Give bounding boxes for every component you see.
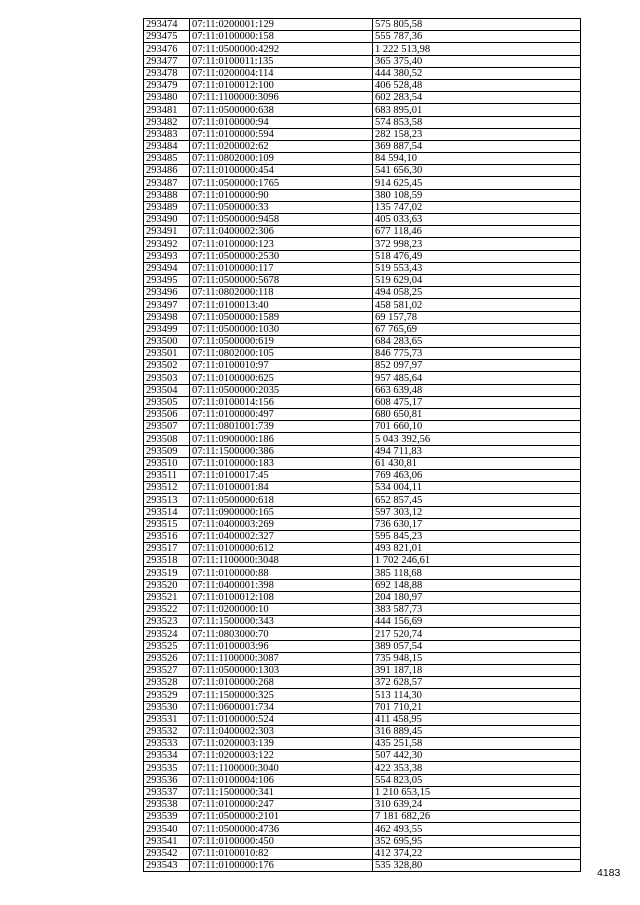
cadastral-number-cell: 07:11:0500000:638	[190, 104, 373, 116]
table-row	[144, 738, 581, 750]
table-row	[144, 847, 581, 859]
table-row	[144, 409, 581, 421]
row-number-cell: 293509	[144, 445, 190, 457]
cadastral-value-cell: 914 625,45	[373, 177, 581, 189]
cadastral-value-cell: 462 493,55	[373, 823, 581, 835]
cadastral-value-cell: 608 475,17	[373, 396, 581, 408]
row-number-cell: 293491	[144, 226, 190, 238]
cadastral-value-cell: 701 710,21	[373, 701, 581, 713]
table-row	[144, 214, 581, 226]
table-row	[144, 67, 581, 79]
cadastral-value-cell: 391 187,18	[373, 664, 581, 676]
cadastral-number-cell: 07:11:0100000:94	[190, 116, 373, 128]
cadastral-value-cell: 595 845,23	[373, 530, 581, 542]
row-number-cell: 293513	[144, 494, 190, 506]
table-row	[144, 762, 581, 774]
cadastral-number-cell: 07:11:0100000:123	[190, 238, 373, 250]
row-number-cell: 293510	[144, 457, 190, 469]
table-row	[144, 396, 581, 408]
cadastral-value-cell: 957 485,64	[373, 372, 581, 384]
cadastral-number-cell: 07:11:0100003:96	[190, 640, 373, 652]
cadastral-number-cell: 07:11:0802000:109	[190, 153, 373, 165]
cadastral-number-cell: 07:11:0200000:10	[190, 604, 373, 616]
table-row	[144, 786, 581, 798]
row-number-cell: 293540	[144, 823, 190, 835]
table-row	[144, 250, 581, 262]
cadastral-number-cell: 07:11:0500000:1030	[190, 323, 373, 335]
cadastral-value-cell: 519 629,04	[373, 274, 581, 286]
row-number-cell: 293477	[144, 55, 190, 67]
cadastral-value-cell: 684 283,65	[373, 335, 581, 347]
table-row	[144, 799, 581, 811]
row-number-cell: 293507	[144, 421, 190, 433]
row-number-cell: 293528	[144, 677, 190, 689]
cadastral-number-cell: 07:11:0100004:106	[190, 774, 373, 786]
cadastral-value-cell: 5 043 392,56	[373, 433, 581, 445]
cadastral-number-cell: 07:11:0900000:186	[190, 433, 373, 445]
cadastral-value-cell: 554 823,05	[373, 774, 581, 786]
row-number-cell: 293519	[144, 567, 190, 579]
cadastral-number-cell: 07:11:0100000:117	[190, 262, 373, 274]
table-row	[144, 335, 581, 347]
cadastral-number-cell: 07:11:1100000:3096	[190, 92, 373, 104]
cadastral-number-cell: 07:11:0100012:108	[190, 591, 373, 603]
row-number-cell: 293542	[144, 847, 190, 859]
table-row	[144, 92, 581, 104]
cadastral-value-cell: 204 180,97	[373, 591, 581, 603]
cadastral-number-cell: 07:11:0400002:306	[190, 226, 373, 238]
row-number-cell: 293503	[144, 372, 190, 384]
cadastral-number-cell: 07:11:0802000:118	[190, 287, 373, 299]
table-body	[144, 19, 581, 872]
row-number-cell: 293516	[144, 530, 190, 542]
cadastral-number-cell: 07:11:1100000:3040	[190, 762, 373, 774]
row-number-cell: 293494	[144, 262, 190, 274]
table-row	[144, 19, 581, 31]
row-number-cell: 293539	[144, 811, 190, 823]
table-row	[144, 238, 581, 250]
cadastral-number-cell: 07:11:0100000:612	[190, 543, 373, 555]
row-number-cell: 293512	[144, 482, 190, 494]
cadastral-number-cell: 07:11:0100000:183	[190, 457, 373, 469]
cadastral-value-cell: 692 148,88	[373, 579, 581, 591]
row-number-cell: 293534	[144, 750, 190, 762]
table-row	[144, 299, 581, 311]
row-number-cell: 293489	[144, 201, 190, 213]
cadastral-number-cell: 07:11:0100010:82	[190, 847, 373, 859]
cadastral-value-cell: 310 639,24	[373, 799, 581, 811]
row-number-cell: 293480	[144, 92, 190, 104]
table-row	[144, 469, 581, 481]
table-row	[144, 591, 581, 603]
cadastral-value-cell: 444 156,69	[373, 616, 581, 628]
row-number-cell: 293502	[144, 360, 190, 372]
cadastral-value-cell: 602 283,54	[373, 92, 581, 104]
cadastral-number-cell: 07:11:0200003:139	[190, 738, 373, 750]
table-row	[144, 689, 581, 701]
cadastral-number-cell: 07:11:0500000:2530	[190, 250, 373, 262]
cadastral-number-cell: 07:11:0100000:524	[190, 713, 373, 725]
cadastral-value-cell: 519 553,43	[373, 262, 581, 274]
cadastral-value-cell: 597 303,12	[373, 506, 581, 518]
cadastral-value-cell: 677 118,46	[373, 226, 581, 238]
table-row	[144, 518, 581, 530]
table-row	[144, 287, 581, 299]
cadastral-number-cell: 07:11:0100000:158	[190, 31, 373, 43]
row-number-cell: 293535	[144, 762, 190, 774]
table-row	[144, 274, 581, 286]
row-number-cell: 293504	[144, 384, 190, 396]
table-row	[144, 701, 581, 713]
table-row	[144, 153, 581, 165]
cadastral-value-cell: 736 630,17	[373, 518, 581, 530]
cadastral-number-cell: 07:11:0500000:618	[190, 494, 373, 506]
table-row	[144, 616, 581, 628]
cadastral-value-cell: 541 656,30	[373, 165, 581, 177]
table-row	[144, 664, 581, 676]
table-row	[144, 628, 581, 640]
cadastral-value-cell: 412 374,22	[373, 847, 581, 859]
cadastral-number-cell: 07:11:1500000:325	[190, 689, 373, 701]
cadastral-number-cell: 07:11:0500000:1589	[190, 311, 373, 323]
row-number-cell: 293532	[144, 725, 190, 737]
table-row	[144, 677, 581, 689]
row-number-cell: 293526	[144, 652, 190, 664]
cadastral-value-cell: 493 821,01	[373, 543, 581, 555]
cadastral-value-cell: 406 528,48	[373, 79, 581, 91]
row-number-cell: 293517	[144, 543, 190, 555]
cadastral-number-cell: 07:11:0600001:734	[190, 701, 373, 713]
cadastral-value-cell: 535 328,80	[373, 859, 581, 871]
row-number-cell: 293499	[144, 323, 190, 335]
row-number-cell: 293520	[144, 579, 190, 591]
cadastral-number-cell: 07:11:0500000:1303	[190, 664, 373, 676]
cadastral-number-cell: 07:11:0500000:5678	[190, 274, 373, 286]
cadastral-value-cell: 1 702 246,61	[373, 555, 581, 567]
row-number-cell: 293486	[144, 165, 190, 177]
row-number-cell: 293515	[144, 518, 190, 530]
row-number-cell: 293490	[144, 214, 190, 226]
row-number-cell: 293505	[144, 396, 190, 408]
cadastral-value-cell: 411 458,95	[373, 713, 581, 725]
cadastral-value-cell: 735 948,15	[373, 652, 581, 664]
cadastral-number-cell: 07:11:0200001:129	[190, 19, 373, 31]
page-number: 4183	[597, 867, 621, 879]
cadastral-value-table	[143, 18, 581, 872]
table-row	[144, 262, 581, 274]
table-row	[144, 189, 581, 201]
cadastral-number-cell: 07:11:0500000:1765	[190, 177, 373, 189]
row-number-cell: 293474	[144, 19, 190, 31]
cadastral-value-cell: 494 711,83	[373, 445, 581, 457]
table-row	[144, 116, 581, 128]
cadastral-number-cell: 07:11:1500000:341	[190, 786, 373, 798]
table-row	[144, 445, 581, 457]
cadastral-number-cell: 07:11:0802000:105	[190, 348, 373, 360]
cadastral-value-cell: 352 695,95	[373, 835, 581, 847]
row-number-cell: 293543	[144, 859, 190, 871]
table-row	[144, 31, 581, 43]
table-row	[144, 652, 581, 664]
cadastral-value-cell: 574 853,58	[373, 116, 581, 128]
cadastral-value-cell: 663 639,48	[373, 384, 581, 396]
table-row	[144, 750, 581, 762]
row-number-cell: 293485	[144, 153, 190, 165]
table-row	[144, 43, 581, 55]
table-row	[144, 774, 581, 786]
row-number-cell: 293487	[144, 177, 190, 189]
cadastral-value-cell: 652 857,45	[373, 494, 581, 506]
cadastral-value-cell: 282 158,23	[373, 128, 581, 140]
cadastral-number-cell: 07:11:0100000:625	[190, 372, 373, 384]
cadastral-number-cell: 07:11:0100000:594	[190, 128, 373, 140]
table-row	[144, 640, 581, 652]
cadastral-number-cell: 07:11:1500000:386	[190, 445, 373, 457]
row-number-cell: 293531	[144, 713, 190, 725]
cadastral-number-cell: 07:11:0100011:135	[190, 55, 373, 67]
row-number-cell: 293484	[144, 140, 190, 152]
table-row	[144, 494, 581, 506]
row-number-cell: 293541	[144, 835, 190, 847]
cadastral-number-cell: 07:11:0500000:9458	[190, 214, 373, 226]
row-number-cell: 293524	[144, 628, 190, 640]
cadastral-number-cell: 07:11:0900000:165	[190, 506, 373, 518]
row-number-cell: 293506	[144, 409, 190, 421]
cadastral-value-cell: 575 805,58	[373, 19, 581, 31]
table-row	[144, 457, 581, 469]
row-number-cell: 293493	[144, 250, 190, 262]
cadastral-value-cell: 435 251,58	[373, 738, 581, 750]
row-number-cell: 293536	[144, 774, 190, 786]
cadastral-value-cell: 372 998,23	[373, 238, 581, 250]
cadastral-value-cell: 1 210 653,15	[373, 786, 581, 798]
cadastral-number-cell: 07:11:0100000:247	[190, 799, 373, 811]
cadastral-number-cell: 07:11:0400001:398	[190, 579, 373, 591]
cadastral-number-cell: 07:11:0100017:45	[190, 469, 373, 481]
cadastral-number-cell: 07:11:1500000:343	[190, 616, 373, 628]
cadastral-number-cell: 07:11:0100000:450	[190, 835, 373, 847]
cadastral-number-cell: 07:11:1100000:3048	[190, 555, 373, 567]
cadastral-value-cell: 217 520,74	[373, 628, 581, 640]
table-row	[144, 348, 581, 360]
cadastral-value-cell: 380 108,59	[373, 189, 581, 201]
table-row	[144, 177, 581, 189]
table-row	[144, 55, 581, 67]
row-number-cell: 293495	[144, 274, 190, 286]
table-row	[144, 201, 581, 213]
row-number-cell: 293527	[144, 664, 190, 676]
table-row	[144, 811, 581, 823]
cadastral-value-cell: 316 889,45	[373, 725, 581, 737]
cadastral-value-cell: 7 181 682,26	[373, 811, 581, 823]
table-row	[144, 372, 581, 384]
row-number-cell: 293522	[144, 604, 190, 616]
cadastral-value-cell: 383 587,73	[373, 604, 581, 616]
cadastral-number-cell: 07:11:0100014:156	[190, 396, 373, 408]
cadastral-number-cell: 07:11:0100000:176	[190, 859, 373, 871]
row-number-cell: 293525	[144, 640, 190, 652]
cadastral-number-cell: 07:11:0400003:269	[190, 518, 373, 530]
row-number-cell: 293538	[144, 799, 190, 811]
table-row	[144, 433, 581, 445]
row-number-cell: 293511	[144, 469, 190, 481]
table-row	[144, 555, 581, 567]
row-number-cell: 293500	[144, 335, 190, 347]
cadastral-value-cell: 422 353,38	[373, 762, 581, 774]
table-row	[144, 360, 581, 372]
cadastral-value-cell: 61 430,81	[373, 457, 581, 469]
row-number-cell: 293523	[144, 616, 190, 628]
row-number-cell: 293530	[144, 701, 190, 713]
cadastral-number-cell: 07:11:0500000:4292	[190, 43, 373, 55]
table-row	[144, 104, 581, 116]
cadastral-value-cell: 84 594,10	[373, 153, 581, 165]
cadastral-value-cell: 405 033,63	[373, 214, 581, 226]
cadastral-value-cell: 769 463,06	[373, 469, 581, 481]
table-row	[144, 543, 581, 555]
row-number-cell: 293482	[144, 116, 190, 128]
cadastral-number-cell: 07:11:0100000:90	[190, 189, 373, 201]
cadastral-number-cell: 07:11:0500000:4736	[190, 823, 373, 835]
row-number-cell: 293496	[144, 287, 190, 299]
cadastral-value-cell: 683 895,01	[373, 104, 581, 116]
cadastral-number-cell: 07:11:0100001:84	[190, 482, 373, 494]
table-row	[144, 128, 581, 140]
cadastral-value-cell: 507 442,30	[373, 750, 581, 762]
cadastral-number-cell: 07:11:0500000:619	[190, 335, 373, 347]
cadastral-number-cell: 07:11:0100000:88	[190, 567, 373, 579]
cadastral-number-cell: 07:11:0200004:114	[190, 67, 373, 79]
table-row	[144, 835, 581, 847]
table-row	[144, 725, 581, 737]
row-number-cell: 293514	[144, 506, 190, 518]
cadastral-value-cell: 389 057,54	[373, 640, 581, 652]
table-row	[144, 421, 581, 433]
row-number-cell: 293518	[144, 555, 190, 567]
table-row	[144, 226, 581, 238]
cadastral-value-cell: 372 628,57	[373, 677, 581, 689]
cadastral-number-cell: 07:11:0200003:122	[190, 750, 373, 762]
row-number-cell: 293537	[144, 786, 190, 798]
cadastral-value-cell: 852 097,97	[373, 360, 581, 372]
row-number-cell: 293498	[144, 311, 190, 323]
cadastral-value-cell: 846 775,73	[373, 348, 581, 360]
cadastral-value-cell: 67 765,69	[373, 323, 581, 335]
cadastral-value-cell: 513 114,30	[373, 689, 581, 701]
cadastral-number-cell: 07:11:1100000:3087	[190, 652, 373, 664]
cadastral-number-cell: 07:11:0400002:327	[190, 530, 373, 542]
cadastral-value-cell: 385 118,68	[373, 567, 581, 579]
cadastral-number-cell: 07:11:0100010:97	[190, 360, 373, 372]
table-row	[144, 859, 581, 871]
row-number-cell: 293497	[144, 299, 190, 311]
table-row	[144, 567, 581, 579]
row-number-cell: 293529	[144, 689, 190, 701]
table-row	[144, 140, 581, 152]
cadastral-value-cell: 1 222 513,98	[373, 43, 581, 55]
row-number-cell: 293483	[144, 128, 190, 140]
cadastral-value-cell: 69 157,78	[373, 311, 581, 323]
cadastral-value-cell: 555 787,36	[373, 31, 581, 43]
table-row	[144, 530, 581, 542]
cadastral-number-cell: 07:11:0200002:62	[190, 140, 373, 152]
cadastral-number-cell: 07:11:0100012:100	[190, 79, 373, 91]
row-number-cell: 293501	[144, 348, 190, 360]
cadastral-number-cell: 07:11:0100000:454	[190, 165, 373, 177]
cadastral-number-cell: 07:11:0801001:739	[190, 421, 373, 433]
cadastral-value-cell: 444 380,52	[373, 67, 581, 79]
table-row	[144, 506, 581, 518]
row-number-cell: 293476	[144, 43, 190, 55]
cadastral-number-cell: 07:11:0100000:497	[190, 409, 373, 421]
cadastral-value-cell: 135 747,02	[373, 201, 581, 213]
row-number-cell: 293481	[144, 104, 190, 116]
cadastral-value-cell: 680 650,81	[373, 409, 581, 421]
cadastral-value-cell: 458 581,02	[373, 299, 581, 311]
table-row	[144, 713, 581, 725]
cadastral-number-cell: 07:11:0500000:33	[190, 201, 373, 213]
cadastral-number-cell: 07:11:0400002:303	[190, 725, 373, 737]
table-row	[144, 323, 581, 335]
table-row	[144, 79, 581, 91]
row-number-cell: 293492	[144, 238, 190, 250]
table-row	[144, 384, 581, 396]
cadastral-value-cell: 494 058,25	[373, 287, 581, 299]
row-number-cell: 293478	[144, 67, 190, 79]
cadastral-number-cell: 07:11:0500000:2101	[190, 811, 373, 823]
cadastral-number-cell: 07:11:0803000:70	[190, 628, 373, 640]
cadastral-value-cell: 534 004,11	[373, 482, 581, 494]
cadastral-number-cell: 07:11:0500000:2035	[190, 384, 373, 396]
row-number-cell: 293521	[144, 591, 190, 603]
cadastral-value-cell: 701 660,10	[373, 421, 581, 433]
cadastral-value-cell: 365 375,40	[373, 55, 581, 67]
row-number-cell: 293508	[144, 433, 190, 445]
table-row	[144, 604, 581, 616]
cadastral-value-cell: 518 476,49	[373, 250, 581, 262]
row-number-cell: 293488	[144, 189, 190, 201]
table-row	[144, 482, 581, 494]
table-row	[144, 165, 581, 177]
cadastral-value-cell: 369 887,54	[373, 140, 581, 152]
table-row	[144, 579, 581, 591]
row-number-cell: 293479	[144, 79, 190, 91]
row-number-cell: 293533	[144, 738, 190, 750]
row-number-cell: 293475	[144, 31, 190, 43]
table-row	[144, 823, 581, 835]
table-row	[144, 311, 581, 323]
cadastral-number-cell: 07:11:0100013:40	[190, 299, 373, 311]
cadastral-number-cell: 07:11:0100000:268	[190, 677, 373, 689]
